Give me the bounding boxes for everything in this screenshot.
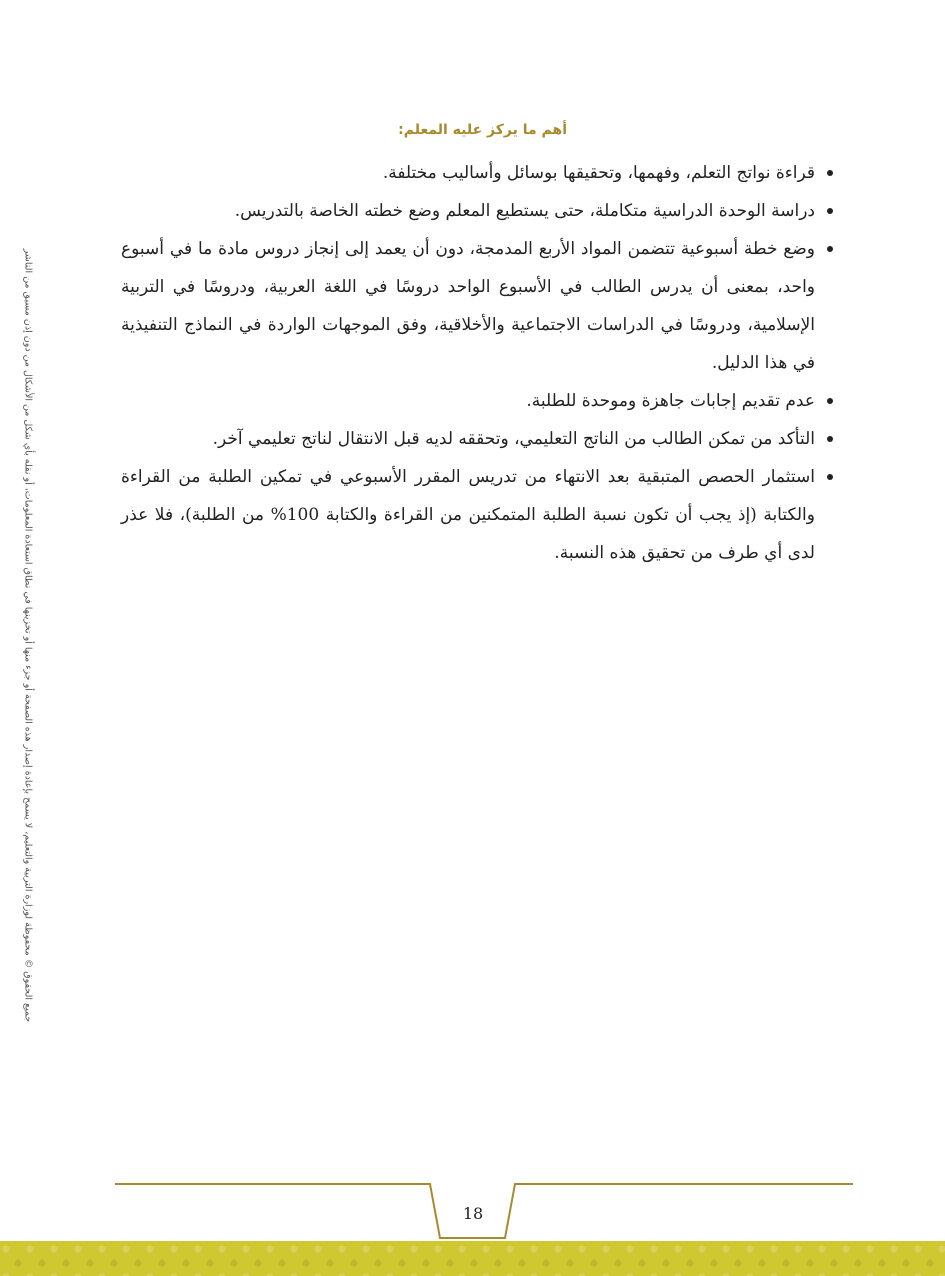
section-title: أهم ما يركز عليه المعلم: (398, 122, 567, 138)
decorative-footer-band (0, 1241, 945, 1276)
bullet-item-1: قراءة نواتج التعلم، وفهمها، وتحقيقها بوسائل وأساليب مختلفة. (121, 154, 833, 192)
bullet-item-4: عدم تقديم إجابات جاهزة وموحدة للطلبة. (121, 382, 833, 420)
bullet-item-6: استثمار الحصص المتبقية بعد الانتهاء من تدريس المقرر الأسبوعي في تمكين الطلبة من القراءة والكتابة (إذ يجب أن تكون نسبة الطلبة المتمكنين من القراءة والكتابة 100% من الطلبة)، فلا عذر لدى أي طرف من تحقيق هذه النسبة. (121, 458, 833, 572)
page-number: 18 (462, 1204, 484, 1223)
copyright-side-note: جميع الحقوق © محفوظة لوزارة التربية والتعليم، لا يسمح بإعادة إصدار هذه الصفحة أو جزء منها أو تخزينها في نطاق استعادة المعلومات، أو نقله بأي شكل من الأشكال من دون إذن مسبق من الناشر (22, 248, 34, 1023)
bullet-item-5: التأكد من تمكن الطالب من الناتج التعليمي، وتحققه لديه قبل الانتقال لناتج تعليمي آخر. (121, 420, 833, 458)
bullet-item-3: وضع خطة أسبوعية تتضمن المواد الأربع المدمجة، دون أن يعمد إلى إنجاز دروس مادة ما في أسبوع واحد، بمعنى أن يدرس الطالب في الأسبوع الواحد دروسًا في اللغة العربية، ودروسًا في التربية الإسلامية، ودروسًا في الدراسات الاجتماعية والأخلاقية، وفق الموجهات الواردة في النماذج التنفيذية في هذا الدليل. (121, 230, 833, 382)
bullet-item-2: دراسة الوحدة الدراسية متكاملة، حتى يستطيع المعلم وضع خطته الخاصة بالتدريس. (121, 192, 833, 230)
bullet-list (121, 154, 833, 572)
